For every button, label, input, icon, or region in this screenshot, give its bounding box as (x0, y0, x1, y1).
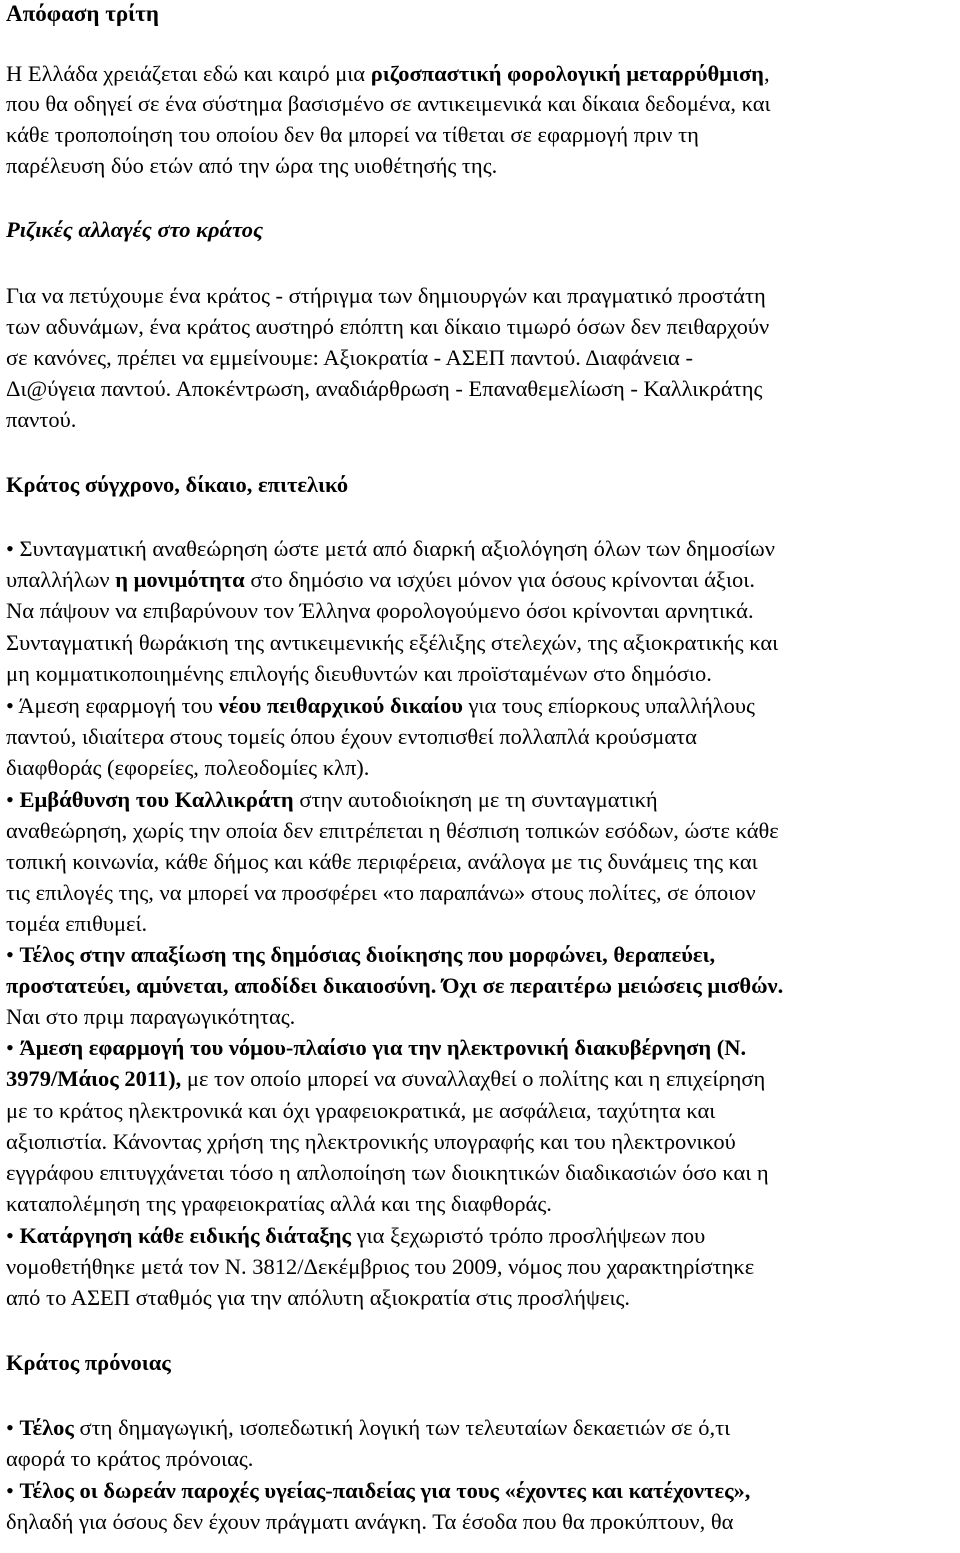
text-line (6, 311, 769, 342)
body-text: • (6, 1415, 20, 1440)
text-line (6, 752, 369, 783)
text-line (6, 342, 693, 373)
body-text: • (6, 787, 20, 812)
text-line (6, 1251, 754, 1282)
emphasis-text: Κατάργηση κάθε ειδικής διάταξης (19, 1223, 352, 1248)
text-line (6, 1126, 736, 1157)
text-line (6, 564, 755, 595)
text-line (6, 784, 658, 815)
body-text: • (6, 1035, 20, 1060)
text-line (6, 280, 766, 311)
body-text: αξιοπιστία. Κάνοντας χρήση της ηλεκτρονικής υπογραφής και του ηλεκτρονικού (6, 1129, 736, 1154)
text-line (6, 658, 712, 689)
body-text: παντού. (6, 407, 77, 432)
body-text: αναθεώρηση, χωρίς την οποία δεν επιτρέπεται η θέσπιση τοπικών εσόδων, ώστε κάθε (6, 818, 779, 843)
text-line (6, 970, 783, 1001)
emphasis-text: νέου πειθαρχικού δικαίου (218, 693, 463, 718)
body-text: σε κανόνες, πρέπει να εμμείνουμε: Αξιοκρατία - ΑΣΕΠ παντού. Διαφάνεια - (6, 345, 693, 370)
text-line (6, 1001, 295, 1032)
body-text: • (6, 1223, 20, 1248)
body-text: εγγράφου επιτυγχάνεται τόσο η απλοποίηση των διοικητικών διαδικασιών όσο και η (6, 1160, 769, 1185)
body-text: που θα οδηγεί σε ένα σύστημα βασισμένο σε αντικειμενικά και δίκαια δεδομένα, και (6, 91, 771, 116)
body-text: νομοθετήθηκε μετά τον Ν. 3812/Δεκέμβριος του 2009, νόμος που χαρακτηρίστηκε (6, 1254, 755, 1279)
body-text: Η Ελλάδα χρειάζεται εδώ και καιρό μια (6, 61, 371, 86)
body-text: στην αυτοδιοίκηση με τη συνταγματική (293, 787, 658, 812)
subheading-radical-changes (6, 214, 263, 245)
body-text: στη δημαγωγική, ισοπεδωτική λογική των τελευταίων δεκαετιών σε ό,τι (73, 1415, 731, 1440)
text-line (6, 1032, 746, 1063)
text-line (6, 627, 778, 658)
body-text: Ναι στο πριμ παραγωγικότητας. (6, 1004, 296, 1029)
body-text: με το κράτος ηλεκτρονικά και όχι γραφειοκρατικά, με ασφάλεια, ταχύτητα και (6, 1098, 716, 1123)
text-line (6, 404, 76, 435)
text-line (6, 877, 756, 908)
emphasis-text: Τέλος οι δωρεάν παροχές υγείας-παιδείας για τους «έχοντες και κατέχοντες», (19, 1478, 751, 1503)
text-line (6, 150, 497, 181)
body-text: τις επιλογές της, να μπορεί να προσφέρει «το παραπάνω» στους πολίτες, σε όποιον (6, 880, 756, 905)
body-text: από το ΑΣΕΠ σταθμός για την απόλυτη αξιοκρατία στις προσλήψεις. (6, 1285, 631, 1310)
text-line (6, 1506, 733, 1537)
body-text: διαφθοράς (εφορείες, πολεοδομίες κλπ). (6, 755, 370, 780)
text-line (6, 1282, 630, 1313)
body-text: παρέλευση δύο ετών από την ώρα της υιοθέτησής της. (6, 153, 498, 178)
body-text: κάθε τροποποίηση του οποίου δεν θα μπορεί να τίθεται σε εφαρμογή πριν τη (6, 122, 699, 147)
emphasis-text: Τέλος στην απαξίωση της δημόσιας διοίκησης που μορφώνει, θεραπεύει, (19, 942, 716, 967)
body-text: των αδυνάμων, ένα κράτος αυστηρό επόπτη και δίκαιο τιμωρό όσων δεν πειθαρχούν (6, 314, 770, 339)
body-text: • Άμεση εφαρμογή του (6, 693, 219, 718)
subheading-welfare-state (6, 1347, 171, 1378)
text-line (6, 1443, 253, 1474)
body-text: παντού, ιδιαίτερα στους τομείς όπου έχουν εντοπισθεί πολλαπλά κρούσματα (6, 724, 697, 749)
text-line (6, 1157, 769, 1188)
body-text: Για να πετύχουμε ένα κράτος - στήριγμα των δημιουργών και πραγματικό προστάτη (6, 283, 766, 308)
body-text: για ξεχωριστό τρόπο προσλήψεων που (351, 1223, 706, 1248)
text-line (6, 373, 762, 404)
text-line (6, 846, 758, 877)
emphasis-text: Άμεση εφαρμογή του νόμου-πλαίσιο για την ηλεκτρονική διακυβέρνηση (Ν. (19, 1035, 747, 1060)
body-text: • Συνταγματική αναθεώρηση ώστε μετά από διαρκή αξιολόγηση όλων των δημοσίων (6, 536, 775, 561)
body-text: μη κομματικοποιημένης επιλογής διευθυντών και προϊσταμένων στο δημόσιο. (6, 661, 712, 686)
text-line (6, 1412, 730, 1443)
emphasis-text: η μονιμότητα (115, 567, 245, 592)
text-line (6, 815, 779, 846)
text-line (6, 721, 697, 752)
document-heading: Απόφαση τρίτη (6, 1, 159, 26)
emphasis-text: προστατεύει, αμύνεται, αποδίδει δικαιοσύνη. Όχι σε περαιτέρω μειώσεις μισθών. (6, 973, 784, 998)
text-line (6, 595, 754, 626)
emphasis-text: Κράτος πρόνοιας (6, 1350, 171, 1375)
body-text: τοπική κοινωνία, κάθε δήμος και κάθε περιφέρεια, ανάλογα με τις δυνάμεις της και (6, 849, 758, 874)
text-line (6, 690, 755, 721)
body-text: υπαλλήλων (6, 567, 116, 592)
emphasis-text: ριζοσπαστική φορολογική μεταρρύθμιση (370, 61, 764, 86)
text-line (6, 1095, 715, 1126)
body-text: αφορά το κράτος πρόνοιας. (6, 1446, 254, 1471)
emphasis-text: Κράτος σύγχρονο, δίκαιο, επιτελικό (6, 472, 349, 497)
text-line (6, 939, 715, 970)
text-line (6, 1475, 750, 1506)
body-text: για τους επίορκους υπαλλήλους (462, 693, 755, 718)
text-line (6, 908, 147, 939)
body-text: στο δημόσιο να ισχύει μόνον για όσους κρίνονται άξιοι. (244, 567, 755, 592)
text-line (6, 58, 770, 89)
body-text: Συνταγματική θωράκιση της αντικειμενικής εξέλιξης στελεχών, της αξιοκρατικής και (6, 630, 779, 655)
emphasis-text: 3979/Μάιος 2011), (6, 1066, 182, 1091)
body-text: • (6, 1478, 20, 1503)
body-text: δηλαδή για όσους δεν έχουν πράγματι ανάγκη. Τα έσοδα που θα προκύπτουν, θα (6, 1509, 734, 1534)
emphasis-text: Εμβάθυνση του Καλλικράτη (19, 787, 294, 812)
emphasis-text: Ριζικές αλλαγές στο κράτος (6, 217, 264, 242)
body-text: τομέα επιθυμεί. (6, 911, 148, 936)
text-line (6, 533, 775, 564)
text-line (6, 119, 699, 150)
body-text: , (763, 61, 770, 86)
body-text: Να πάψουν να επιβαρύνουν τον Έλληνα φορολογούμενο όσοι κρίνονται αρνητικά. (6, 598, 754, 623)
subheading-modern-state (6, 469, 348, 500)
body-text: καταπολέμηση της γραφειοκρατίας αλλά και της διαφθοράς. (6, 1191, 552, 1216)
text-line (6, 88, 771, 119)
body-text: Δι@ύγεια παντού. Αποκέντρωση, αναδιάρθρωση - Επαναθεμελίωση - Καλλικράτης (6, 376, 763, 401)
text-line (6, 1063, 765, 1094)
body-text: με τον οποίο μπορεί να συναλλαχθεί ο πολίτης και η επιχείρηση (181, 1066, 766, 1091)
text-line (6, 1220, 705, 1251)
emphasis-text: Τέλος (19, 1415, 74, 1440)
body-text: • (6, 942, 20, 967)
text-line (6, 1188, 552, 1219)
